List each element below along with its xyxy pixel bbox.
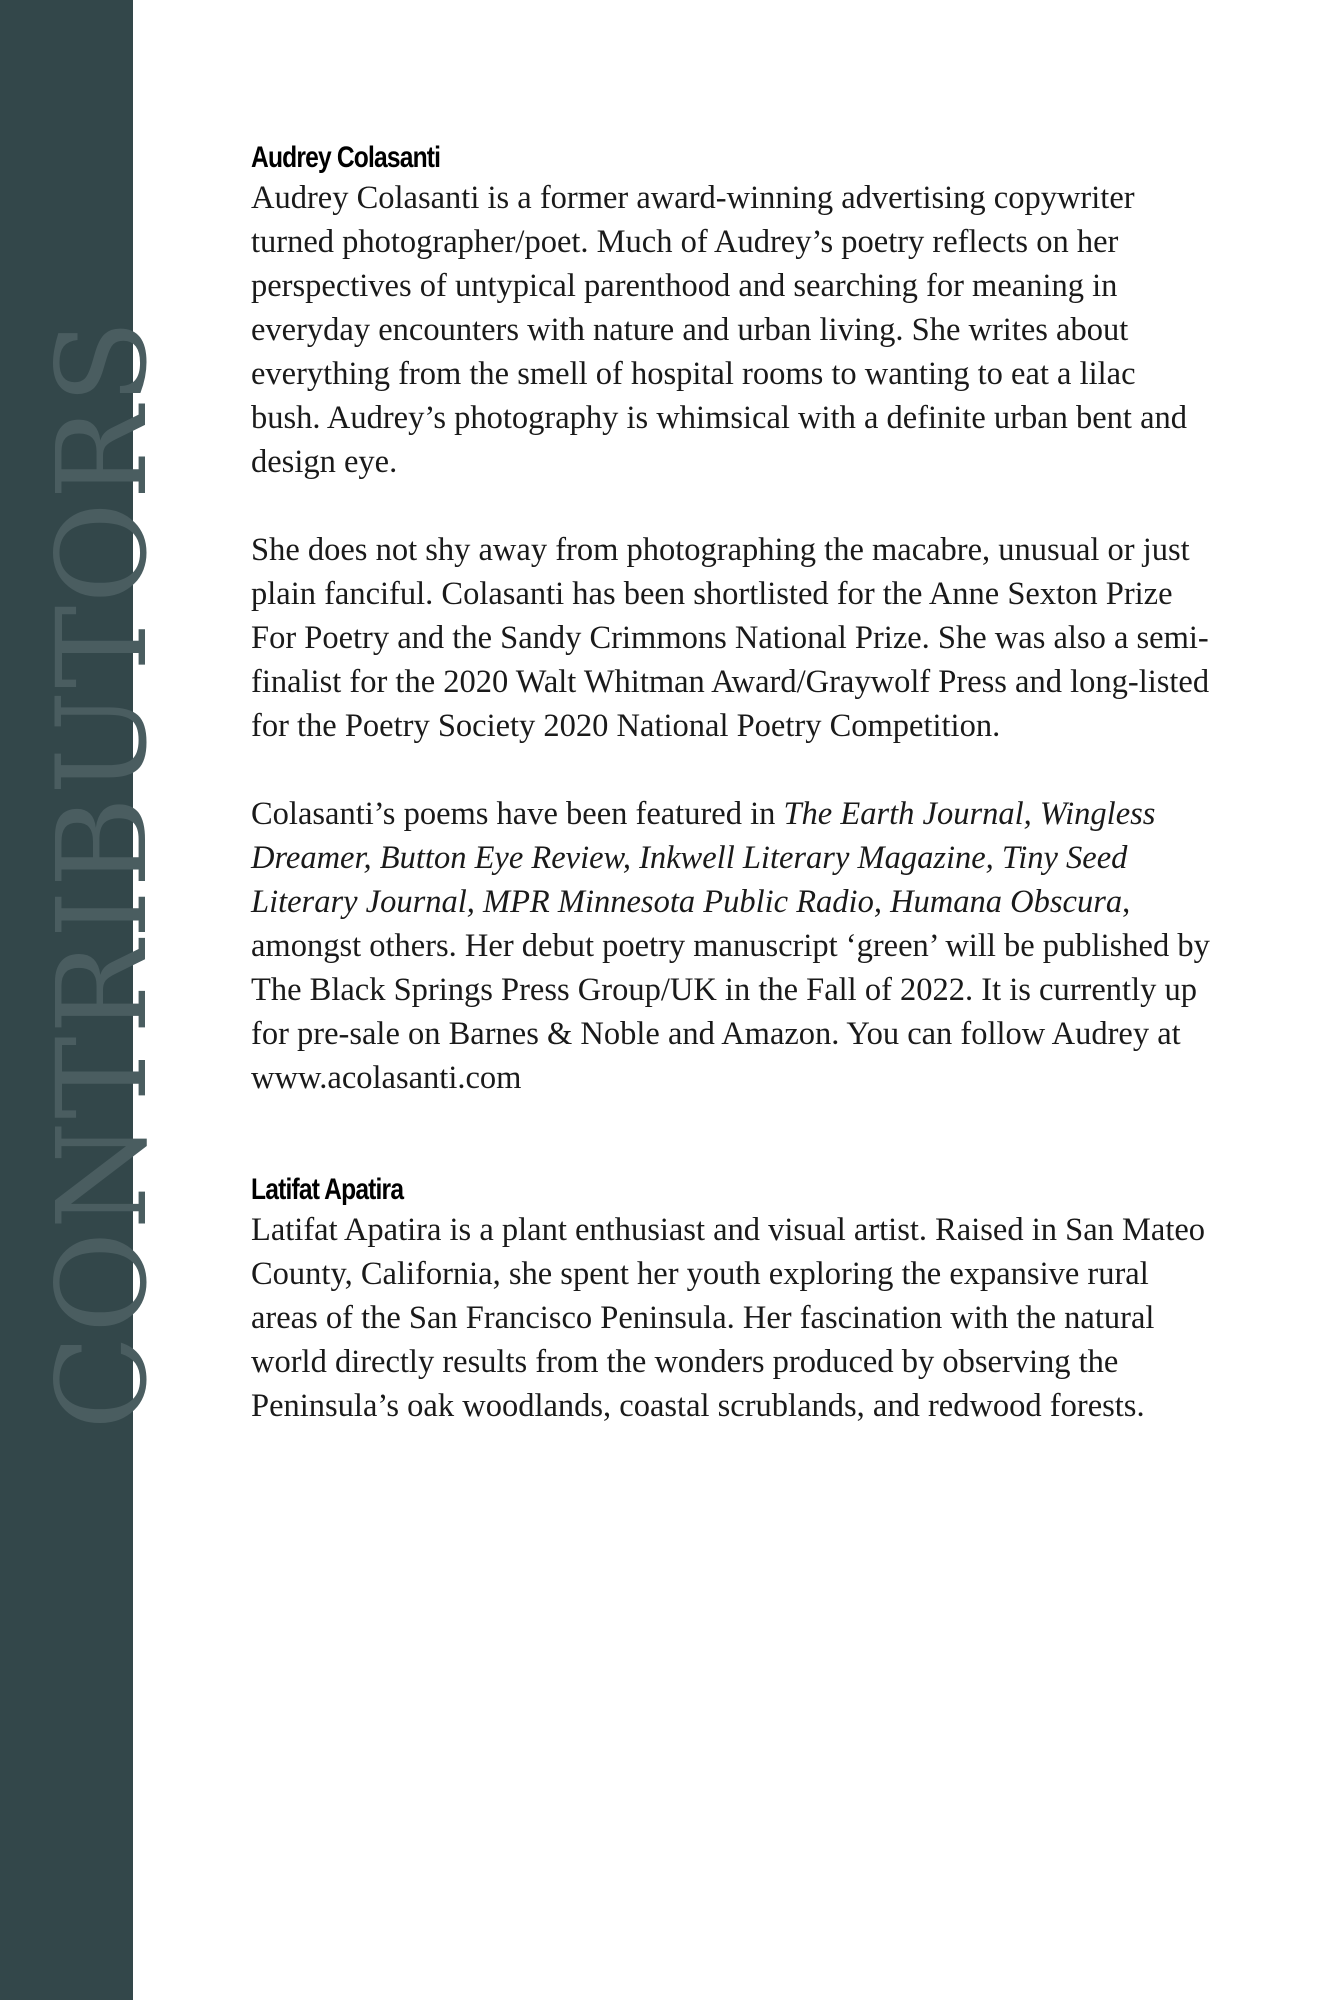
- bio-paragraph: She does not shy away from photographing the macabre, unusual or just plain fanciful. Colasanti has been shortlisted for the Anne Sexton Prize For Poetry and the Sandy Crimmons National Prize. She was also a semi-finalist for the 2020 Walt Whitman Award/Graywolf Press and long-listed for the Poetry Society 2020 National Poetry Competition.: [251, 532, 1210, 744]
- bio-paragraph: Latifat Apatira is a plant enthusiast and visual artist. Raised in San Mateo County, California, she spent her youth exploring the expansive rural areas of the San Francisco Peninsula. Her fascination with the natural world directly results from the wonders produced by observing the Peninsula’s oak woodlands, coastal scrublands, and redwood forests.: [251, 1212, 1206, 1424]
- contributors-content: [251, 140, 1211, 1500]
- contributor-bio-audrey-colasanti: [251, 140, 1211, 1100]
- contributor-bio-latifat-apatira: [251, 1172, 1211, 1428]
- sidebar: [0, 0, 175, 2000]
- bio-paragraph: Audrey Colasanti is a former award-winning advertising copywriter turned photographer/poet. Much of Audrey’s poetry reflects on her perspectives of untypical parenthood and searching for meaning in everyday encounters with nature and urban living. She writes about everything from the smell of hospital rooms to wanting to eat a lilac bush. Audrey’s photography is whimsical with a definite urban bent and design eye.: [251, 180, 1188, 480]
- bio-text: Colasanti’s poems have been featured in: [251, 796, 784, 832]
- bio-text: , amongst others. Her debut poetry manuscript ‘green’ will be published by The Black Springs Press Group/UK in the Fall of 2022. It is currently up for pre-sale on Barnes & Noble and Amazon. You can follow Audrey at www.acolasanti.com: [251, 884, 1210, 1096]
- contributor-name: Latifat Apatira: [251, 1173, 404, 1206]
- bio-paragraph: [251, 792, 1211, 1100]
- contributor-name: Audrey Colasanti: [251, 141, 441, 174]
- publication-list: The Earth Journal, Wingless Dreamer, Button Eye Review, Inkwell Literary Magazine, Tiny Seed Literary Journal, MPR Minnesota Public Radio, Humana Obscura: [251, 796, 1156, 920]
- sidebar-title: CONTRIBUTORS: [31, 317, 175, 1430]
